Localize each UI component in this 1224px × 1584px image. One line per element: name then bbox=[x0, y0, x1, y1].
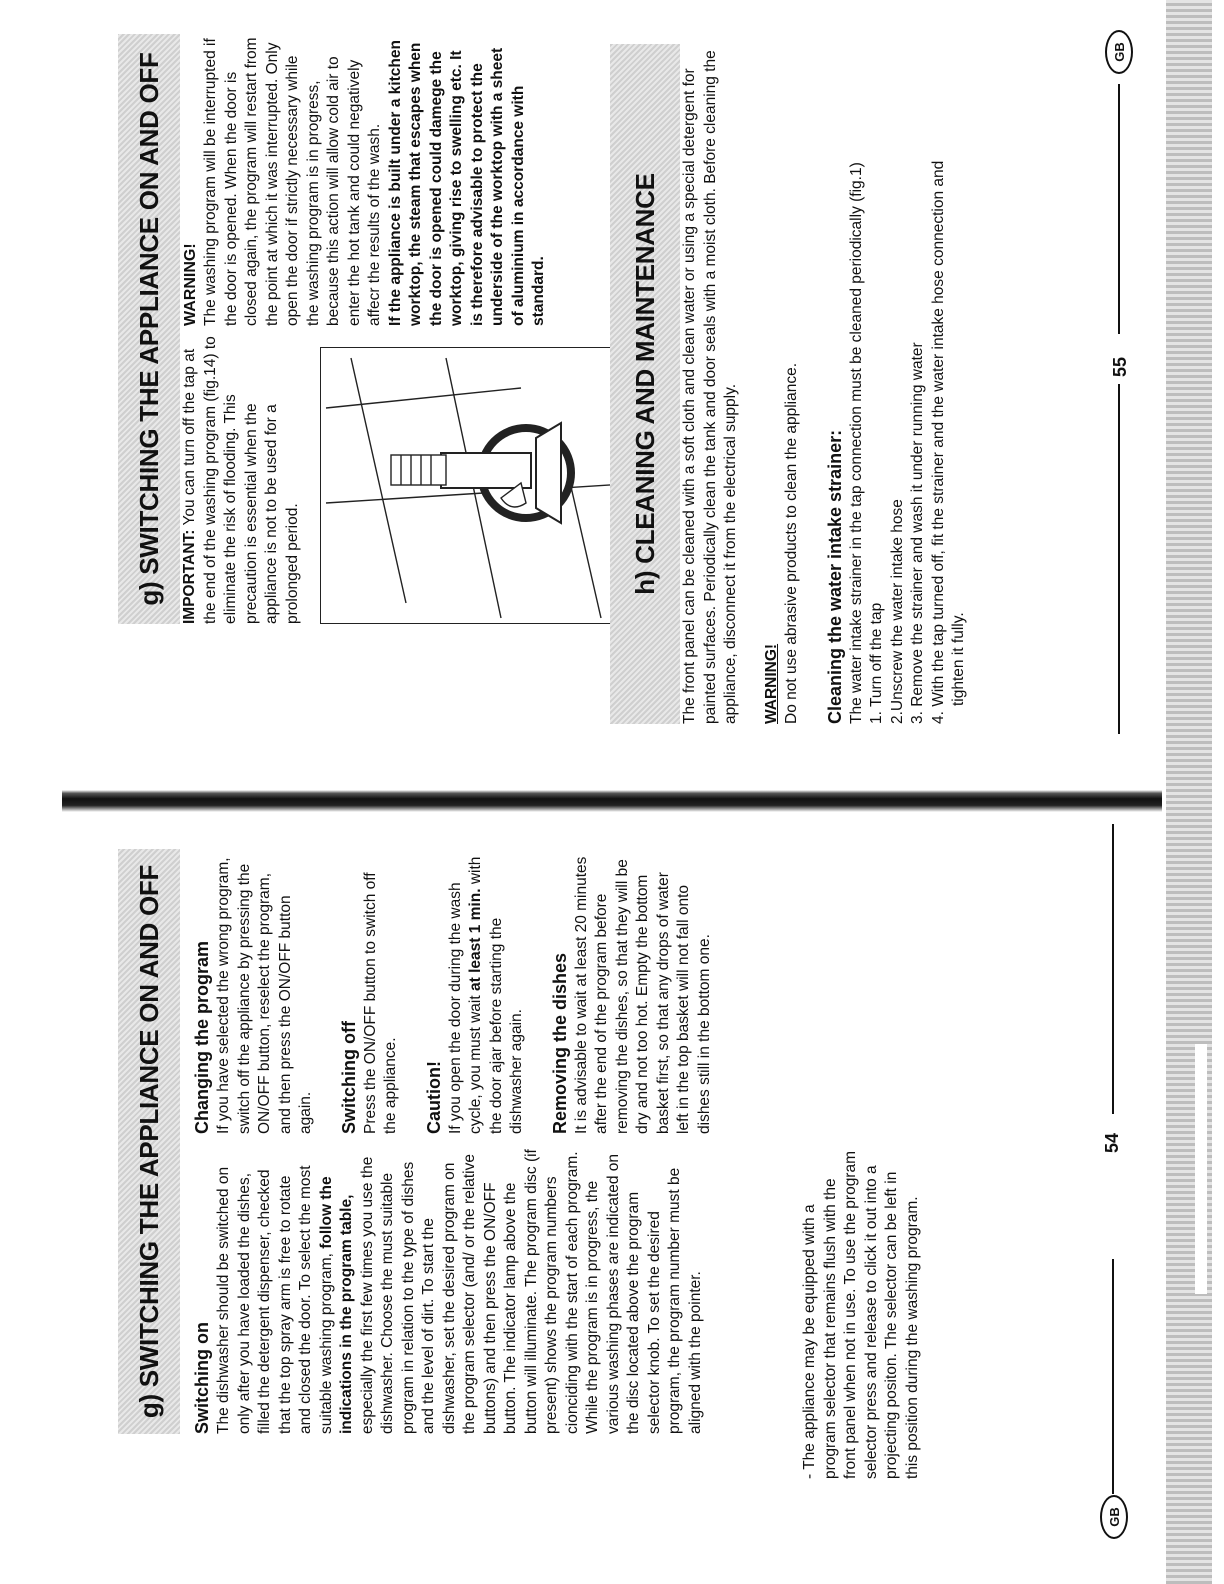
selector-note-column bbox=[800, 1149, 923, 1479]
cleaning-text: The front panel can be cleaned with a soft cloth and clean water or using a special detergent for painted surfaces. Periodically clean the tank and door seals with a moist cloth. Before cleaning the appliance, disconnect it from the electrical supply. bbox=[681, 50, 739, 724]
caution-heading: Caution! bbox=[423, 1061, 444, 1134]
strainer-step-3: 3. Remove the strainer and wash it under running water bbox=[909, 342, 926, 724]
right-header-h-title: h) CLEANING AND MAINTENANCE bbox=[629, 173, 660, 595]
strainer-step-4-cont: tighten it fully. bbox=[950, 612, 967, 706]
strainer-intro: The water intake strainer in the tap connection must be cleaned periodically (fig.1) bbox=[847, 162, 865, 724]
selector-note-text: - The appliance may be equipped with a program selector that remains flush with the front panel when not in use. To use the program selector press and release to click it out into a projecting positon. The selector can be left in this position during the washing program. bbox=[801, 1150, 921, 1479]
scan-edge-strip bbox=[1166, 0, 1212, 1584]
right-footer-rule-1 bbox=[1118, 384, 1120, 734]
right-page-header-g bbox=[118, 34, 180, 624]
warning-text: The washing program will be interrupted if the door is opened. When the door is closed again, the program will restart from the point at which it was interrupted. Only open the door if strictly necessary while the washing program is in progress, because this action will allow cold air to enter the hot tank and could negatively affecr the results of the wash. bbox=[202, 37, 383, 326]
strainer-heading: Cleaning the water intake strainer: bbox=[824, 429, 845, 724]
right-footer-rule-2 bbox=[1118, 84, 1120, 334]
changing-program-heading: Changing the program bbox=[192, 941, 212, 1134]
left-footer-rule-1 bbox=[1112, 1259, 1114, 1494]
left-footer-rule-2 bbox=[1112, 824, 1114, 1114]
switching-off-text: Press the ON/OFF button to switch off the appliance. bbox=[361, 872, 399, 1134]
warning-column bbox=[180, 36, 550, 326]
right-page-number: 55 bbox=[1110, 356, 1130, 377]
warning-bold-text: If the appliance is built under a kitchen worktop, the steam that escapes when the door is opened could damege the worktop, giving rise to swelling etc. It is therefore advisable to protect the underside of the worktop with a sheet of aluminium in accordance with standard. bbox=[386, 40, 547, 326]
left-page-header bbox=[118, 849, 180, 1434]
program-table-emphasis: follow the indications in the program table, bbox=[317, 1176, 355, 1434]
tap-figure bbox=[320, 347, 647, 624]
left-page-header-title: g) SWITCHING THE APPLIANCE ON AND OFF bbox=[133, 864, 164, 1419]
warning2-heading: WARNING! bbox=[762, 643, 780, 724]
strainer-step-4: 4. With the tap turned off, fit the strainer and the water intake hose connection and bbox=[929, 160, 947, 724]
right-page-header-h bbox=[610, 44, 680, 724]
strainer-step-2: 2.Unscrew the water intake hose bbox=[888, 499, 906, 724]
strainer-step-1: 1. Turn off the tap bbox=[868, 602, 885, 724]
switching-on-column bbox=[190, 1149, 706, 1434]
scan-edge-gap bbox=[1195, 1044, 1207, 1294]
right-header-g-title: g) SWITCHING THE APPLIANCE ON AND OFF bbox=[133, 52, 164, 606]
switching-off-heading: Switching off bbox=[338, 1021, 359, 1134]
binding-fold-shadow bbox=[62, 790, 1162, 812]
removing-dishes-heading: Removing the dishes bbox=[549, 952, 570, 1134]
changing-program-text: If you have selected the wrong program, switch off the appliance by pressing the ON/OFF button, reselect the program, and then press the ON/OFF button again. bbox=[215, 857, 314, 1134]
warning-heading: WARNING! bbox=[182, 243, 199, 326]
important-text: IMPORTANT: You can turn off the tap at the end of the washing program (fig.14) to eliminate the risk of flooding. This precaution is essential when the appliance is not to be used for a prolonged period. bbox=[181, 336, 301, 624]
changing-program-column bbox=[190, 849, 715, 1134]
cleaning-column bbox=[680, 44, 970, 724]
caution-text: If you open the door during the wash cycle, you must wait at least 1 min. with the door ajar before starting the dishwasher again. bbox=[446, 856, 525, 1134]
warning2-text: Do not use abrasive products to clean the appliance. bbox=[783, 362, 800, 724]
left-page-number: 54 bbox=[1102, 1132, 1122, 1153]
removing-dishes-text: It is advisable to wait at least 20 minutes after the end of the program before removing the dishes, so that they will be dry and not too hot. Empty the bottom basket first, so that any drops of water left in the top basket will not fall onto dishes still in the bottom one. bbox=[572, 856, 713, 1134]
switching-on-heading: Switching on bbox=[192, 1322, 212, 1434]
right-gb-badge: GB bbox=[1105, 30, 1133, 74]
tap-illustration bbox=[321, 348, 646, 623]
left-gb-badge: GB bbox=[1100, 1495, 1128, 1539]
strainer-steps bbox=[847, 44, 970, 724]
switching-on-text: The dishwasher should be switched on only after you have loaded the dishes, filled the detergent dispenser, checked that the top spray arm is free to rotate and closed the door. To select the most suitable washing program, follow the indications in the program table, especially the first few times you use the dishwasher. Choose the must suitable program in relation to the type of dishes and the level of dirt. To start the dishwasher, set the desired program on the program selector (and/ or the relative buttons) and then press the ON/OFF button. The indicator lamp above the button will illuminate. The program disc (if present) shows the program numbers cionciding with the start of each program. While the program is in progress, the various washing phases are indicated on the disc located above the program selector knob. To set the desired program, the program number must be aligned with the pointer. bbox=[215, 1149, 704, 1434]
important-column bbox=[180, 334, 303, 624]
